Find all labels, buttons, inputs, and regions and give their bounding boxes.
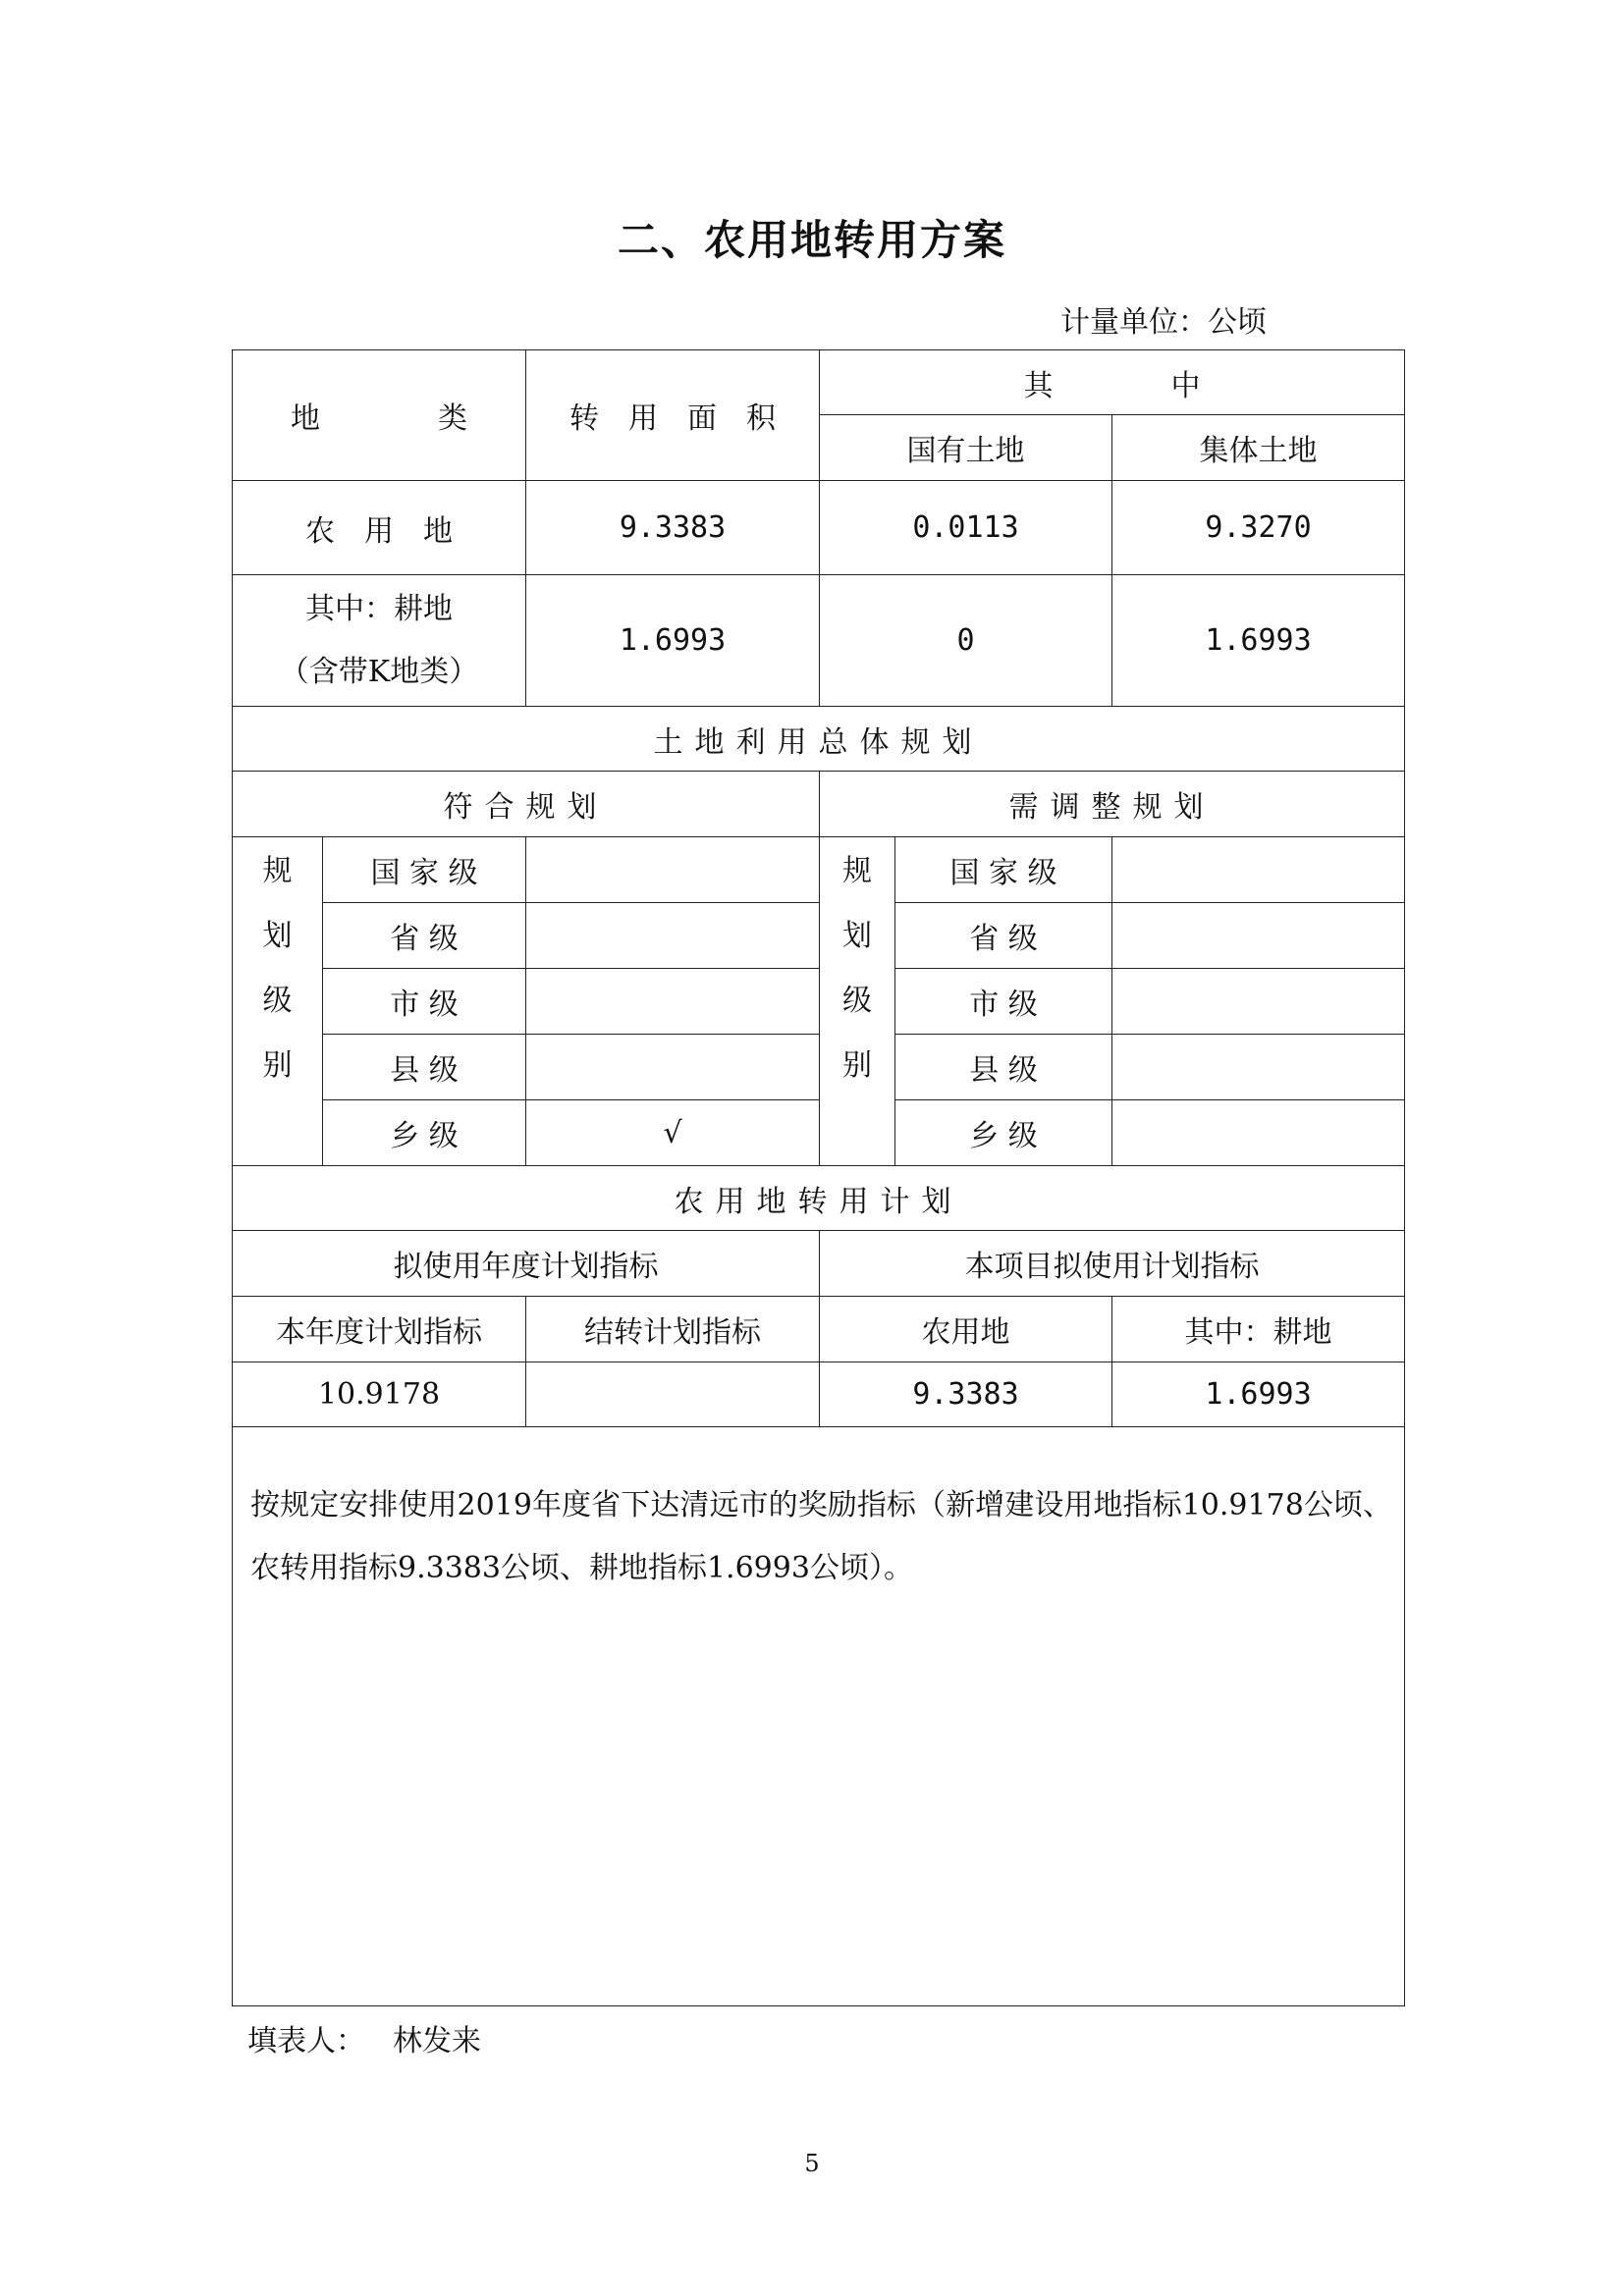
annual-plan-header: 拟使用年度计划指标 xyxy=(233,1231,820,1297)
note-text: 按规定安排使用2019年度省下达清远市的奖励指标（新增建设用地指标10.9178公顷、农转用指标9.3383公顷、耕地指标1.6993公顷）。 xyxy=(250,1488,1393,1585)
adjust-mark-province xyxy=(1112,903,1405,969)
conform-mark-province xyxy=(526,903,820,969)
conform-mark-county xyxy=(526,1035,820,1100)
arable-collective: 1.6993 xyxy=(1112,575,1405,707)
note-cell xyxy=(233,1427,1405,2006)
row-label-arable xyxy=(233,575,526,707)
val-farmland: 9.3383 xyxy=(820,1362,1112,1427)
col-carryover-index: 结转计划指标 xyxy=(526,1297,820,1362)
header-of-which: 其 中 xyxy=(820,350,1405,415)
filler-label: 填表人： xyxy=(247,2024,365,2058)
arable-state: 0 xyxy=(820,575,1112,707)
farmland-area: 9.3383 xyxy=(526,481,820,575)
adjust-level-county: 县 级 xyxy=(895,1035,1112,1100)
adjust-level-label: 规 划 级 别 xyxy=(820,837,895,1166)
conform-mark-city xyxy=(526,969,820,1035)
table-row xyxy=(233,575,1405,707)
adjust-mark-city xyxy=(1112,969,1405,1035)
conform-level-county: 县 级 xyxy=(323,1035,526,1100)
project-plan-header: 本项目拟使用计划指标 xyxy=(820,1231,1405,1297)
table-row xyxy=(233,481,1405,575)
adjust-level-national: 国 家 级 xyxy=(895,837,1112,903)
conform-mark-national xyxy=(526,837,820,903)
arable-label-line2: （含带K地类） xyxy=(279,654,479,689)
farmland-collective: 9.3270 xyxy=(1112,481,1405,575)
header-state-land: 国有土地 xyxy=(820,415,1112,481)
conform-level-province: 省 级 xyxy=(323,903,526,969)
page-title: 二、农用地转用方案 xyxy=(617,216,1006,264)
adjust-level-province: 省 级 xyxy=(895,903,1112,969)
val-annual-index: 10.9178 xyxy=(233,1362,526,1427)
col-farmland: 农用地 xyxy=(820,1297,1112,1362)
adjust-mark-township xyxy=(1112,1100,1405,1166)
conform-level-city: 市 级 xyxy=(323,969,526,1035)
form-filler xyxy=(247,2016,481,2059)
col-annual-index: 本年度计划指标 xyxy=(233,1297,526,1362)
val-carryover-index xyxy=(526,1362,820,1427)
measurement-unit: 计量单位：公顷 xyxy=(1060,305,1267,340)
adjust-planning-header: 需调整规划 xyxy=(820,772,1405,837)
planning-section-title: 土地利用总体规划 xyxy=(233,707,1405,772)
conform-mark-township: √ xyxy=(526,1100,820,1166)
arable-label-line1: 其中：耕地 xyxy=(305,591,453,626)
header-collective-land: 集体土地 xyxy=(1112,415,1405,481)
header-area: 转 用 面 积 xyxy=(526,350,820,481)
conform-planning-header: 符合规划 xyxy=(233,772,820,837)
conform-level-national: 国 家 级 xyxy=(323,837,526,903)
col-arable: 其中：耕地 xyxy=(1112,1297,1405,1362)
farmland-state: 0.0113 xyxy=(820,481,1112,575)
adjust-mark-national xyxy=(1112,837,1405,903)
plan-section-title: 农用地转用计划 xyxy=(233,1166,1405,1231)
farmland-conversion-table xyxy=(232,349,1405,2006)
adjust-mark-county xyxy=(1112,1035,1405,1100)
arable-area: 1.6993 xyxy=(526,575,820,707)
adjust-level-township: 乡 级 xyxy=(895,1100,1112,1166)
page-number: 5 xyxy=(804,2150,820,2177)
table-row xyxy=(233,1362,1405,1427)
conform-level-township: 乡 级 xyxy=(323,1100,526,1166)
filler-name: 林发来 xyxy=(393,2024,481,2058)
row-label-farmland: 农 用 地 xyxy=(233,481,526,575)
adjust-level-city: 市 级 xyxy=(895,969,1112,1035)
conform-level-label: 规 划 级 别 xyxy=(233,837,323,1166)
header-land-type: 地 类 xyxy=(233,350,526,481)
val-arable: 1.6993 xyxy=(1112,1362,1405,1427)
